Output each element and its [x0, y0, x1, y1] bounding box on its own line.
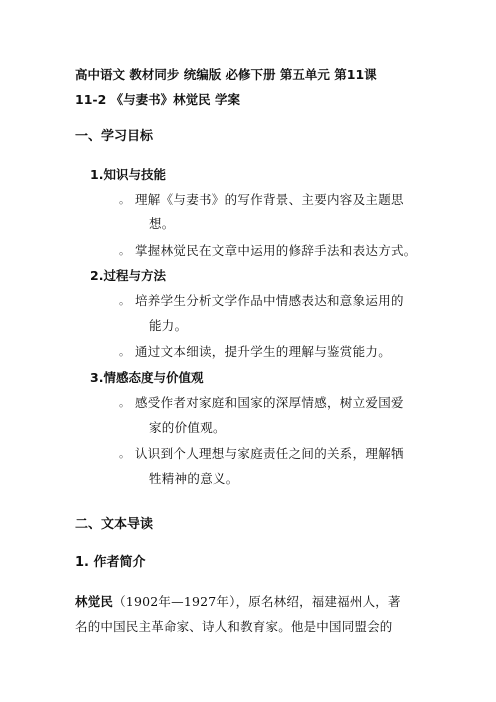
- bullet-icon: 。: [119, 396, 130, 409]
- author-paragraph-line-1: [75, 593, 401, 611]
- objective-item-line: 认识到个人理想与家庭责任之间的关系，理解牺: [135, 446, 404, 461]
- objective-item-line: 牲精神的意义。: [149, 471, 239, 486]
- objective-item-line: 通过文本细读，提升学生的理解与鉴赏能力。: [135, 344, 392, 359]
- objective-item-line: 能力。: [149, 318, 188, 333]
- objective-group-label: 1.知识与技能: [90, 167, 166, 182]
- author-name: 林觉民: [75, 594, 114, 609]
- objective-item-line: 感受作者对家庭和国家的深厚情感，树立爱国爱: [135, 395, 404, 410]
- bullet-icon: 。: [119, 294, 130, 307]
- objective-group-label: 3.情感态度与价值观: [90, 370, 204, 385]
- subsection-heading-author: 1. 作者简介: [75, 555, 146, 570]
- objective-item-line: 理解《与妻书》的写作背景、主要内容及主题思: [135, 192, 404, 207]
- bullet-icon: 。: [119, 193, 130, 206]
- author-paragraph-text: （1902年—1927年），原名林绍，福建福州人，著: [113, 594, 401, 609]
- objective-item-line: 家的价值观。: [149, 420, 226, 435]
- section-heading-text-guide: 二、文本导读: [75, 517, 154, 532]
- bullet-icon: 。: [119, 244, 130, 257]
- bullet-icon: 。: [119, 447, 130, 460]
- objective-item-line: 想。: [149, 216, 175, 231]
- bullet-icon: 。: [119, 345, 130, 358]
- objective-group-label: 2.过程与方法: [90, 268, 166, 283]
- author-paragraph-line-2: 名的中国民主革命家、诗人和教育家。他是中国同盟会的: [75, 619, 393, 634]
- objective-item-line: 培养学生分析文学作品中情感表达和意象运用的: [135, 293, 404, 308]
- section-heading-objectives: 一、学习目标: [75, 129, 154, 144]
- document-title-line-1: 高中语文 教材同步 统编版 必修下册 第五单元 第11课: [75, 67, 377, 82]
- document-title-line-2: 11-2 《与妻书》林觉民 学案: [75, 92, 240, 107]
- objective-item-line: 掌握林觉民在文章中运用的修辞手法和表达方式。: [135, 243, 417, 258]
